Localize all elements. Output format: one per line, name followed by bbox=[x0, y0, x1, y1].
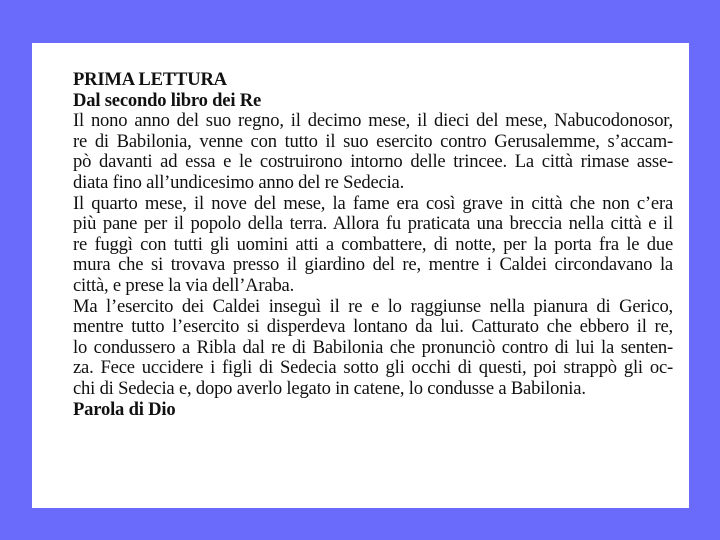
reading-closing: Parola di Dio bbox=[73, 399, 176, 420]
reading-line: diata fino all’undicesimo anno del re Sedecia. bbox=[73, 172, 405, 193]
reading-line: chi di Sedecia e, dopo averlo legato in catene, lo condusse a Babilonia. bbox=[73, 378, 586, 399]
reading-line: mura che si trovava presso il giardino del re, mentre i Caldei circondavano la bbox=[73, 255, 673, 276]
reading-line: Il nono anno del suo regno, il decimo mese, il dieci del mese, Nabucodonosor, bbox=[73, 111, 673, 132]
reading-line: re fuggì con tutti gli uomini atti a combattere, di notte, per la porta fra le due bbox=[73, 234, 673, 255]
reading-line: re di Babilonia, venne con tutto il suo esercito contro Gerusalemme, s’accam- bbox=[73, 131, 673, 152]
document-page bbox=[32, 43, 689, 508]
reading-line: mentre tutto l’esercito si disperdeva lontano da lui. Catturato che ebbero il re, bbox=[73, 317, 673, 338]
reading-subheading: Dal secondo libro dei Re bbox=[73, 90, 262, 111]
reading-line: Il quarto mese, il nove del mese, la fame era così grave in città che non c’era bbox=[73, 193, 673, 214]
reading-line: più pane per il popolo della terra. Allora fu praticata una breccia nella città e il bbox=[73, 214, 673, 235]
reading-line: Ma l’esercito dei Caldei inseguì il re e lo raggiunse nella pianura di Gerico, bbox=[73, 296, 673, 317]
reading-line: pò davanti ad essa e le costruirono intorno delle trincee. La città rimase asse- bbox=[73, 152, 673, 173]
reading-line: za. Fece uccidere i figli di Sedecia sotto gli occhi di questi, poi strappò gli oc- bbox=[73, 358, 673, 379]
reading-line: lo condussero a Ribla dal re di Babilonia che pronunciò contro di lui la senten- bbox=[73, 337, 673, 358]
reading-heading: PRIMA LETTURA bbox=[73, 70, 227, 90]
reading-line: città, e prese la via dell’Araba. bbox=[73, 275, 295, 296]
reading-text bbox=[73, 70, 673, 420]
